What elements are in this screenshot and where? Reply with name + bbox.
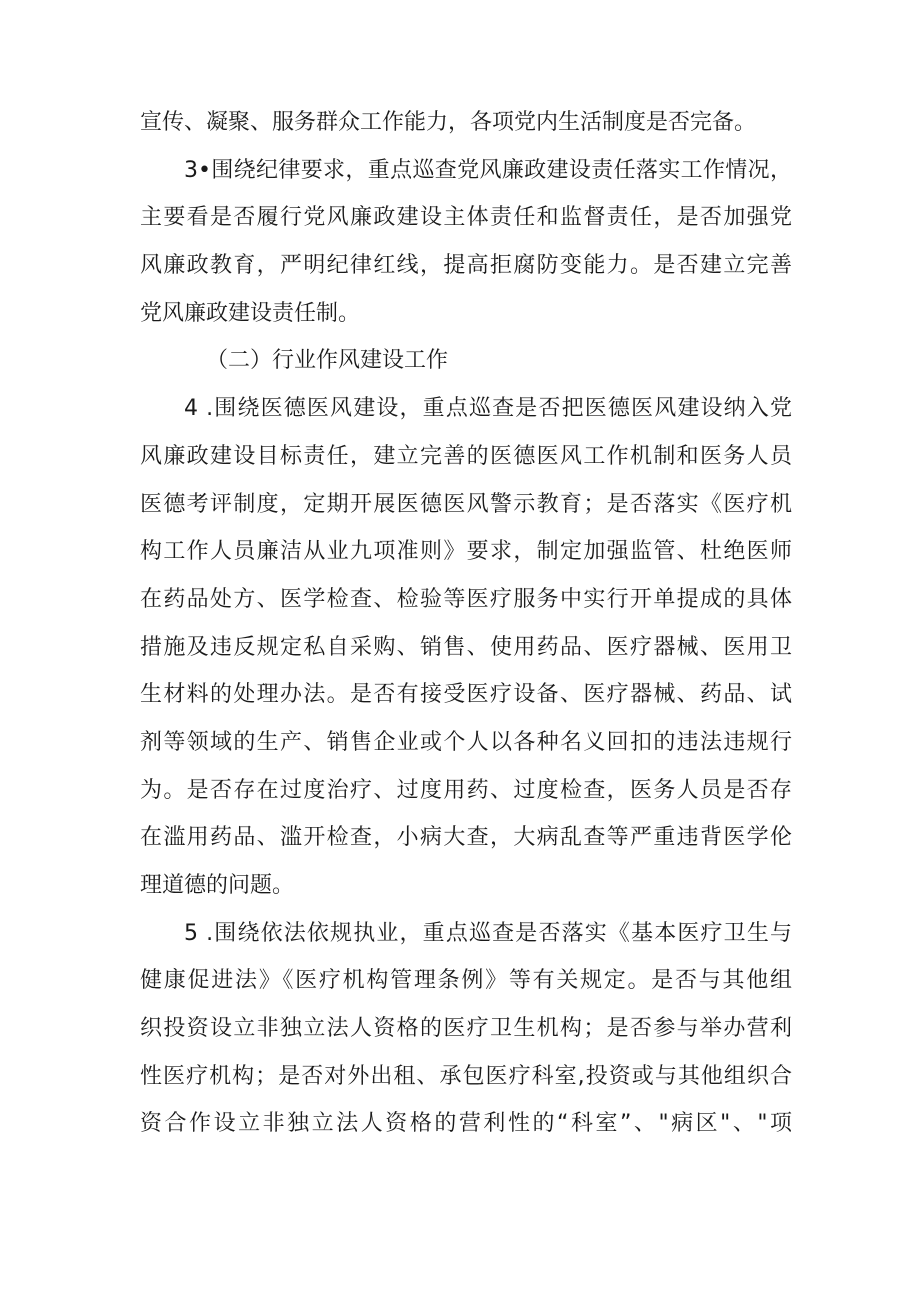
body-line: 在药品处方、医学检查、检验等医疗服务中实行开单提成的具体: [140, 586, 792, 612]
item-4-heading-line: 4 .围绕医德医风建设，重点巡查是否把医德医风建设纳入党: [184, 396, 792, 422]
body-line: 在滥用药品、滥开检查，小病大查，大病乱查等严重违背医学伦: [140, 825, 792, 851]
body-line: 资合作设立非独立法人资格的营利性的“科室”、"病区"、"项: [140, 1111, 792, 1137]
item-5-heading-line: 5 .围绕依法依规执业，重点巡查是否落实《基本医疗卫生与: [184, 920, 792, 946]
item-3-heading-line: 3•围绕纪律要求，重点巡查党风廉政建设责任落实工作情况，: [184, 157, 792, 183]
body-line: 生材料的处理办法。是否有接受医疗设备、医疗器械、药品、试: [140, 682, 792, 708]
body-line: 党风廉政建设责任制。: [140, 300, 361, 326]
body-line: 主要看是否履行党风廉政建设主体责任和监督责任，是否加强党: [140, 205, 792, 231]
body-line: 风廉政教育，严明纪律红线，提高拒腐防变能力。是否建立完善: [140, 253, 792, 279]
body-line: 构工作人员廉洁从业九项准则》要求，制定加强监管、杜绝医师: [140, 539, 792, 565]
body-line: 医德考评制度，定期开展医德医风警示教育；是否落实《医疗机: [140, 491, 792, 517]
body-line: 风廉政建设目标责任，建立完善的医德医风工作机制和医务人员: [140, 443, 792, 469]
body-line: 性医疗机构；是否对外出租、承包医疗科室,投资或与其他组织合: [140, 1063, 792, 1089]
body-line: 健康促进法》《医疗机构管理条例》等有关规定。是否与其他组: [140, 968, 792, 994]
body-line: 剂等领域的生产、销售企业或个人以各种名义回扣的违法违规行: [140, 729, 792, 755]
document-body: [140, 99, 792, 1148]
body-line: 织投资设立非独立法人资格的医疗卫生机构；是否参与举办营利: [140, 1016, 792, 1042]
body-line: 为。是否存在过度治疗、过度用药、过度检查，医务人员是否存: [140, 777, 792, 803]
body-line: 措施及违反规定私自采购、销售、使用药品、医疗器械、医用卫: [140, 634, 792, 660]
body-line: 宣传、凝聚、服务群众工作能力，各项党内生活制度是否完备。: [140, 110, 757, 135]
body-line: 理道德的问题。: [140, 873, 295, 898]
section-heading: （二）行业作风建设工作: [206, 348, 449, 374]
